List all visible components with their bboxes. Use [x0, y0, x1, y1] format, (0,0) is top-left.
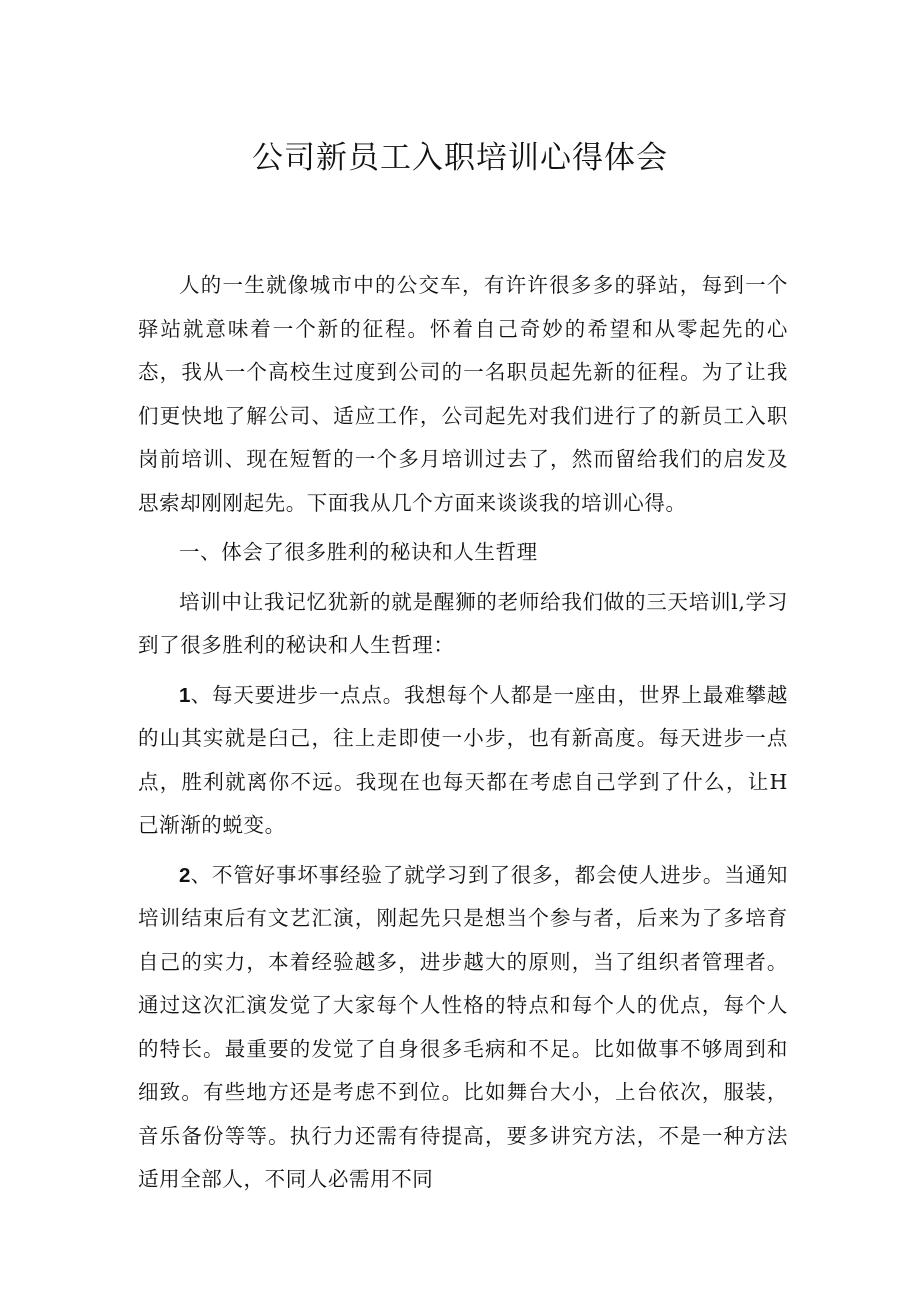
paragraph-intro	[138, 264, 788, 525]
paragraph-text: 人的一生就像城市中的公交车，有许许很多多的驿站，每到一个驿站就意味着一个新的征程。怀着自己奇妙的希望和从零起先的心态，我从一个高校生过度到公司的一名职员起先新的征程。为了让我们更快地了解公司、适应工作，公司起先对我们进行了的新员工入职岗前培训、现在短暂的一个多月培训过去了，然而留给我们的启发及思索却刚刚起先。下面我从几个方面来谈谈我的培训心得。	[138, 273, 788, 515]
paragraph-text: 、每天要进步一点点。我想每个人都是一座由，世界上最难攀越的山其实就是臼己，往上走即使一小步，也有新高度。每天进步一点点，胜利就离你不远。我现在也每天都在考虑自己学到了什么，让H己渐渐的蜕变。	[138, 682, 788, 837]
paragraph-text: 、不管好事坏事经验了就学习到了很多，都会使人进步。当通知培训结束后有文艺汇演，刚起先只是想当个参与者，后来为了多培育自己的实力，本着经验越多，进步越大的原则，当了组织者管理者。通过这次汇演发觉了大家每个人性格的特点和每个人的优点，每个人的特长。最重要的发觉了自身很多毛病和不足。比如做事不够周到和细致。有些地方还是考虑不到位。比如舞台大小，上台依次，服装，音乐备份等等。执行力还需有待提高，要多讲究方法，不是一种方法适用全部人，不同人必需用不同	[138, 862, 788, 1191]
paragraph-training	[138, 581, 788, 668]
paragraph-text: 培训中让我记忆犹新的就是醒狮的老师给我们做的三天培训l,学习到了很多胜利的秘诀和人生哲理：	[138, 589, 788, 657]
document-body	[138, 264, 788, 1202]
list-item-1	[138, 674, 788, 848]
list-item-number: 2	[179, 863, 191, 887]
paragraph-text: 一、体会了很多胜利的秘诀和人生哲理	[179, 540, 538, 564]
list-item-number: 1	[179, 683, 191, 707]
section-heading	[138, 531, 788, 575]
document-title: 公司新员工入职培训心得体会	[252, 140, 668, 176]
list-item-2	[138, 854, 788, 1202]
